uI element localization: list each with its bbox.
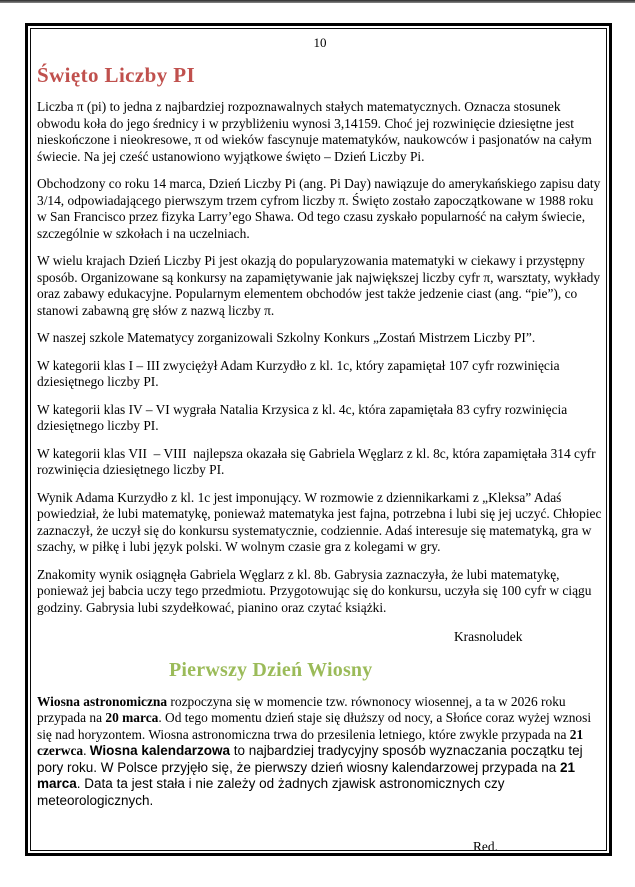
text-run: W kategorii klas VII – VIII najlepsza okazała się Gabriela Węglarz z kl. 8c, która zapamiętała 314 cyfr rozwinięcia dziesiętnego liczby PI.: [37, 445, 599, 477]
article-body: [37, 99, 603, 616]
text-run: rozpoczyna się w momencie tzw. równonocy wiosennej, a ta w 2026 roku przypada na: [37, 693, 569, 725]
paragraph: [37, 567, 603, 617]
paragraph: [37, 99, 603, 165]
signature: Krasnoludek: [454, 629, 523, 644]
paragraph: [37, 330, 603, 347]
paragraph: [37, 446, 603, 479]
signature: Red.: [473, 839, 498, 851]
screen-edge-strip: [0, 0, 635, 3]
paragraph: [37, 358, 603, 391]
page-border: [25, 23, 612, 856]
text-run: . Od tego momentu dzień staje się dłuższy od nocy, a Słońce coraz wyżej wznosi się nad horyzontem. Wiosna astronomiczna trwa do przesilenia letniego, które zwykle przypada na: [37, 710, 595, 742]
paragraph: [37, 402, 603, 435]
article-body: [37, 694, 603, 810]
text-run: Wiosna astronomiczna: [37, 693, 168, 709]
text-run: Wynik Adama Kurzydło z kl. 1c jest imponujący. W rozmowie z dziennikarkami z „Kleksa” Adaś powiedział, że lubi matematykę, ponieważ matematyka jest fajna, potrzebna i lubi się jej uczyć. Chłopiec zaznaczył, że uczył się do konkursu systematycznie, codziennie. Adaś interesuje się matematyką, gra w szachy, w piłkę i lubi język polski. W wolnym czasie gra z kolegami w gry.: [37, 489, 605, 554]
article-title: Pierwszy Dzień Wiosny: [169, 658, 373, 681]
text-run: . Data ta jest stała i nie zależy od żadnych zjawisk astronomicznych czy meteorologicznych.: [37, 776, 509, 808]
text-run: W wielu krajach Dzień Liczby Pi jest okazją do popularyzowania matematyki w ciekawy i przystępny sposób. Organizowane są konkursy na zapamiętywanie jak największej liczby cyfr π, warsztaty, wykłady oraz zabawy edukacyjne. Popularnym elementem obchodów jest także jedzenie ciast (ang. “pie”), co stanowi zabawną grę słów z nazwą liczby π.: [37, 253, 604, 318]
text-run: Obchodzony co roku 14 marca, Dzień Liczby Pi (ang. Pi Day) nawiązuje do amerykańskiego zapisu daty 3/14, odpowiadającego pierwszym trzem cyfrom liczby π. Święto zostało zapoczątkowane w 1988 roku w San Francisco przez fizyka Larry’ego Shawa. Od tego czasu zyskało popularność na całym świecie, szczególnie w szkołach i na uczelniach.: [37, 176, 604, 241]
text-run: W naszej szkole Matematycy zorganizowali Szkolny Konkurs „Zostań Mistrzem Liczby PI”.: [37, 330, 536, 345]
text-run: 20 marca: [105, 710, 159, 725]
text-run: Znakomity wynik osiągnęła Gabriela Węglarz z kl. 8b. Gabrysia zaznaczyła, że lubi matematykę, ponieważ jej babcia uczy tego przedmiotu. Przygotowując się do konkursu, uczyła się 100 cyfr w ciągu godziny. Gabrysia lubi szydełkować, pianino oraz czytać książki.: [37, 566, 595, 615]
article-pi-day: [37, 63, 603, 646]
article-first-day-of-spring: [37, 658, 603, 852]
page-content: [30, 28, 607, 851]
text-run: W kategorii klas IV – VI wygrała Natalia Krzysica z kl. 4c, która zapamiętała 83 cyfry rozwinięcia dziesiętnego liczby PI.: [37, 401, 571, 433]
text-run: W kategorii klas I – III zwyciężył Adam Kurzydło z kl. 1c, który zapamiętał 107 cyfr rozwinięcia dziesiętnego liczby PI.: [37, 357, 563, 389]
text-run: Liczba π (pi) to jedna z najbardziej rozpoznawalnych stałych matematycznych. Oznacza stosunek obwodu koła do jego średnicy i w przybliżeniu wynosi 3,14159. Choć jej rozwinięcie dziesiętne jest nieskończone i nieokresowe, π od wieków fascynuje matematyków, naukowców i pasjonatów na całym świecie. Na jej cześć ustanowiono wyjątkowe święto – Dzień Liczby Pi.: [37, 99, 596, 164]
paragraph: [37, 694, 603, 810]
paragraph: [37, 253, 603, 319]
page-number: 10: [313, 35, 327, 50]
paragraph: [37, 490, 603, 556]
text-run: 21 czerwca: [37, 726, 587, 758]
text-run: Wiosna kalendarzowa: [89, 743, 230, 758]
paragraph: [37, 176, 603, 242]
text-run: to najbardziej tradycyjny sposób wyznaczania początku tej pory roku. W Polsce przyjęło się, że pierwszy dzień wiosny kalendarzowej przypada na: [37, 743, 587, 775]
text-run: .: [83, 743, 90, 758]
article-title: Święto Liczby PI: [37, 63, 196, 87]
text-run: 21 marca: [37, 759, 579, 791]
